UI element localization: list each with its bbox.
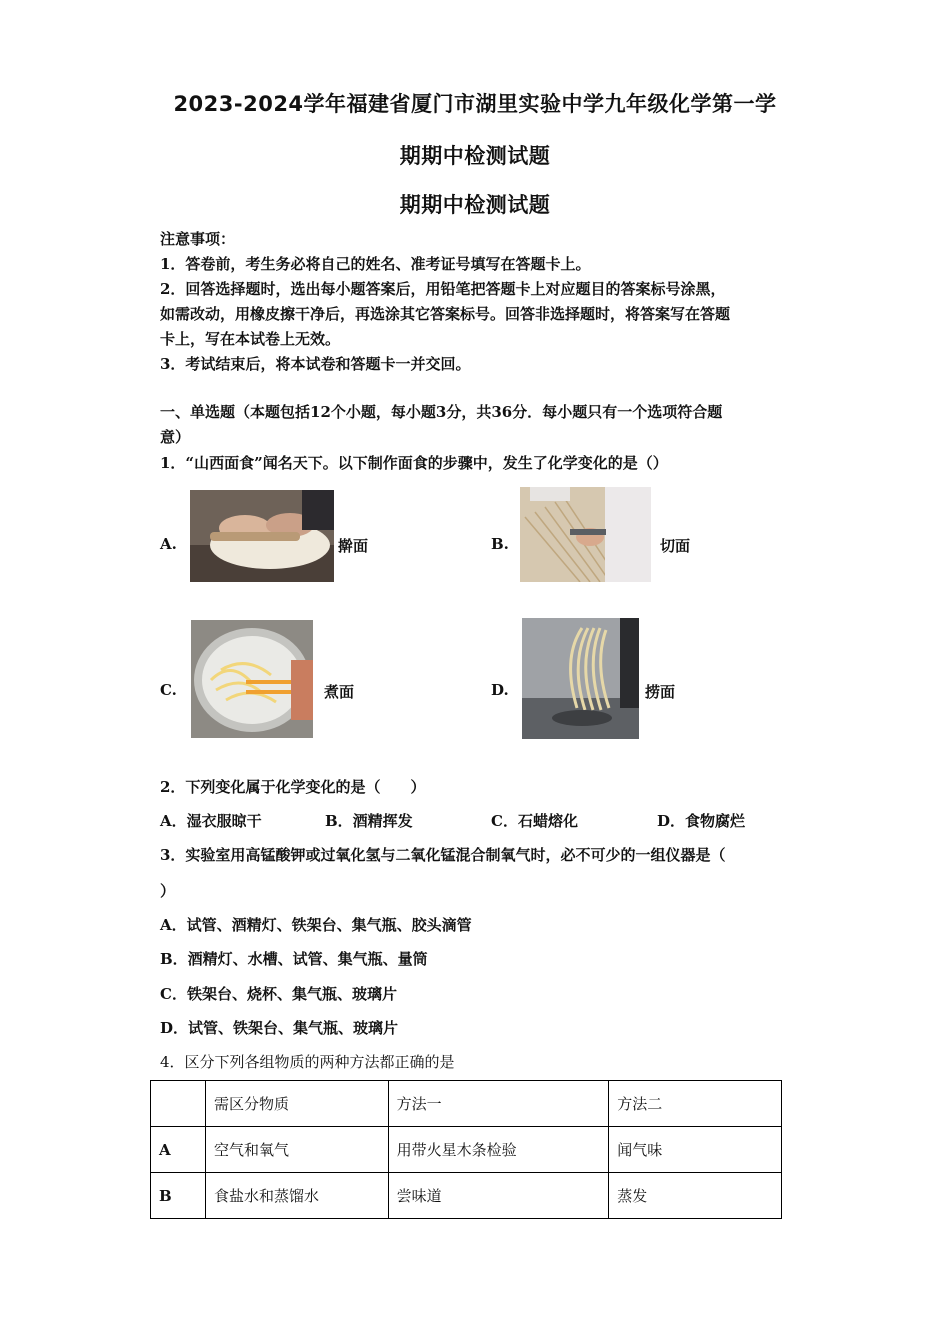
question-1-stem: 1．“山西面食”闻名天下。以下制作面食的步骤中，发生了化学变化的是（） (160, 454, 668, 472)
table-cell: 用带火星木条检验 (388, 1127, 609, 1173)
table-cell: A (151, 1127, 206, 1173)
question-3-option: D．试管、铁架台、集气瓶、玻璃片 (160, 1019, 399, 1037)
table-header-row (151, 1081, 782, 1127)
option-a-letter: A. (160, 535, 177, 553)
notice-heading: 注意事项： (160, 230, 236, 248)
scooping-noodles-photo (522, 618, 639, 739)
table-header-cell: 方法二 (609, 1081, 782, 1127)
question-3-option: C．铁架台、烧杯、集气瓶、玻璃片 (160, 985, 397, 1003)
table-cell: 食盐水和蒸馏水 (205, 1173, 388, 1219)
question-2-option: C．石蜡熔化 (491, 812, 578, 830)
section-heading: 一、单选题（本题包括12个小题，每小题3分，共36分．每小题只有一个选项符合题 (160, 403, 723, 421)
option-d-letter: D. (491, 681, 509, 699)
option-c-caption: 煮面 (324, 683, 355, 701)
question-3-option: A．试管、酒精灯、铁架台、集气瓶、胶头滴管 (160, 916, 472, 934)
table-row (151, 1127, 782, 1173)
table-cell: 尝味道 (388, 1173, 609, 1219)
table-cell: B (151, 1173, 206, 1219)
question-3-stem-cont: ） (160, 882, 176, 900)
table-cell: 空气和氧气 (205, 1127, 388, 1173)
boiling-noodles-photo (191, 620, 313, 738)
question-3-option: B．酒精灯、水槽、试管、集气瓶、量筒 (160, 950, 428, 968)
table-header-cell: 方法一 (388, 1081, 609, 1127)
option-c-letter: C. (160, 681, 177, 699)
question-2-option: A．湿衣服晾干 (160, 812, 262, 830)
question-3-stem: 3．实验室用高锰酸钾或过氧化氢与二氧化锰混合制氧气时，必不可少的一组仪器是（ (160, 846, 726, 864)
table-header-cell (151, 1081, 206, 1127)
question-4-stem: 4．区分下列各组物质的两种方法都正确的是 (160, 1053, 455, 1071)
table-cell: 蒸发 (609, 1173, 782, 1219)
option-a-caption: 擀面 (338, 537, 369, 555)
option-d-caption: 捞面 (645, 683, 676, 701)
question-2-option: D．食物腐烂 (657, 812, 746, 830)
option-b-caption: 切面 (660, 537, 691, 555)
notice-item: 3．考试结束后，将本试卷和答题卡一并交回。 (160, 355, 471, 373)
page-title-line2: 期期中检测试题 (399, 144, 551, 168)
table-cell: 闻气味 (609, 1127, 782, 1173)
question-2-option: B．酒精挥发 (325, 812, 413, 830)
table-header-cell: 需区分物质 (205, 1081, 388, 1127)
page-subtitle: 期期中检测试题 (399, 193, 551, 217)
notice-item: 1．答卷前，考生务必将自己的姓名、准考证号填写在答题卡上。 (160, 255, 591, 273)
rolling-dough-photo (190, 490, 334, 582)
page-title: 2023-2024学年福建省厦门市湖里实验中学九年级化学第一学 (173, 92, 777, 116)
question-2-stem: 2．下列变化属于化学变化的是（ ） (160, 778, 426, 796)
cutting-noodles-photo (520, 487, 651, 582)
notice-item: 2．回答选择题时，选出每小题答案后，用铅笔把答题卡上对应题目的答案标号涂黑， (160, 280, 726, 298)
question-4-table (150, 1080, 782, 1219)
notice-item: 卡上，写在本试卷上无效。 (160, 330, 341, 348)
option-b-letter: B. (491, 535, 509, 553)
section-heading-cont: 意） (160, 428, 191, 446)
table-row (151, 1173, 782, 1219)
notice-item: 如需改动，用橡皮擦干净后，再选涂其它答案标号。回答非选择题时，将答案写在答题 (160, 305, 731, 323)
